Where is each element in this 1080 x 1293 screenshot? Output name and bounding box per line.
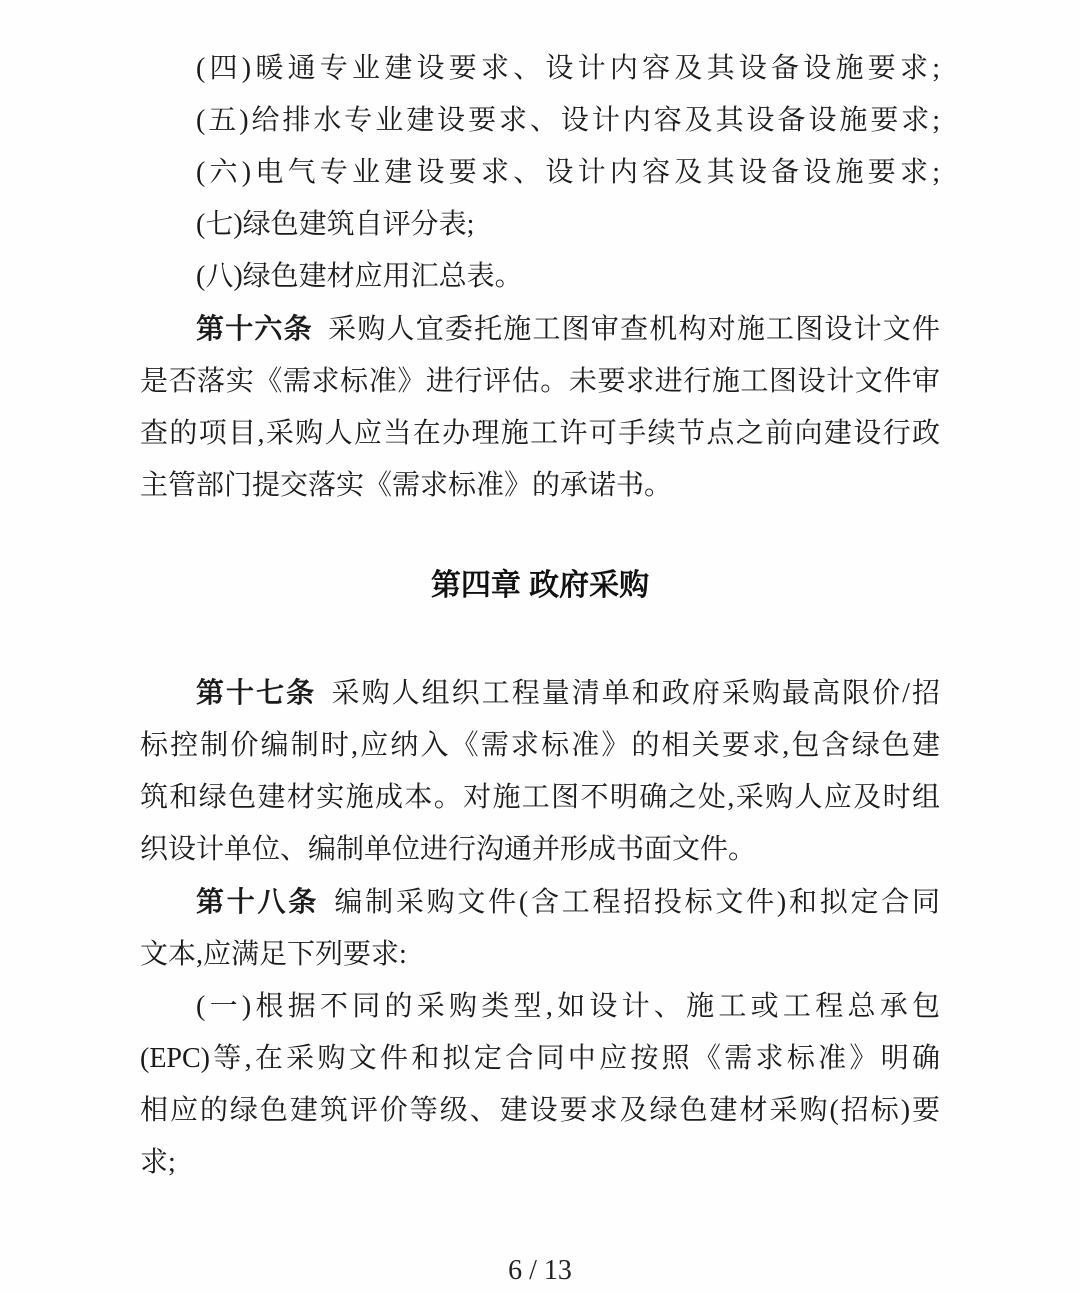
article-text: 采购人宜委托施工图审查机构对施工图设计文件 — [328, 314, 940, 345]
text-line: 织设计单位、编制单位进行沟通并形成书面文件。 — [140, 834, 757, 865]
text-line: 主管部门提交落实《需求标准》的承诺书。 — [140, 470, 673, 501]
text-line — [140, 667, 940, 720]
text-line: (七)绿色建筑自评分表; — [196, 209, 475, 240]
text-line: (EPC)等,在采购文件和拟定合同中应按照《需求标准》明确 — [140, 1043, 940, 1074]
article-text: 编制采购文件(含工程招投标文件)和拟定合同 — [334, 887, 940, 918]
text-line: 筑和绿色建材实施成本。对施工图不明确之处,采购人应及时组 — [140, 782, 940, 813]
text-line: 相应的绿色建筑评价等级、建设要求及绿色建材采购(招标)要 — [140, 1095, 940, 1126]
text-line: (一)根据不同的采购类型,如设计、施工或工程总承包 — [196, 991, 940, 1022]
text-line: 查的项目,采购人应当在办理施工许可手续节点之前向建设行政 — [140, 418, 940, 449]
chapter-heading: 第四章 政府采购 — [430, 569, 650, 602]
text-line — [140, 876, 940, 929]
article-number: 第十七条 — [196, 677, 317, 708]
text-line: 是否落实《需求标准》进行评估。未要求进行施工图设计文件审 — [140, 366, 940, 397]
article-text: 采购人组织工程量清单和政府采购最高限价/招 — [331, 678, 940, 709]
article-number: 第十六条 — [196, 313, 313, 344]
text-line: (八)绿色建材应用汇总表。 — [196, 261, 523, 292]
text-line: 求; — [140, 1147, 176, 1178]
text-line: (四)暖通专业建设要求、设计内容及其设备设施要求; — [196, 53, 940, 84]
text-line: (六)电气专业建设要求、设计内容及其设备设施要求; — [196, 157, 940, 188]
text-line: 标控制价编制时,应纳入《需求标准》的相关要求,包含绿色建 — [140, 730, 940, 761]
text-line: (五)给排水专业建设要求、设计内容及其设备设施要求; — [196, 105, 940, 136]
page-number: 6 / 13 — [508, 1255, 572, 1286]
text-line — [140, 303, 940, 356]
text-line: 文本,应满足下列要求: — [140, 939, 407, 970]
article-number: 第十八条 — [196, 886, 319, 917]
